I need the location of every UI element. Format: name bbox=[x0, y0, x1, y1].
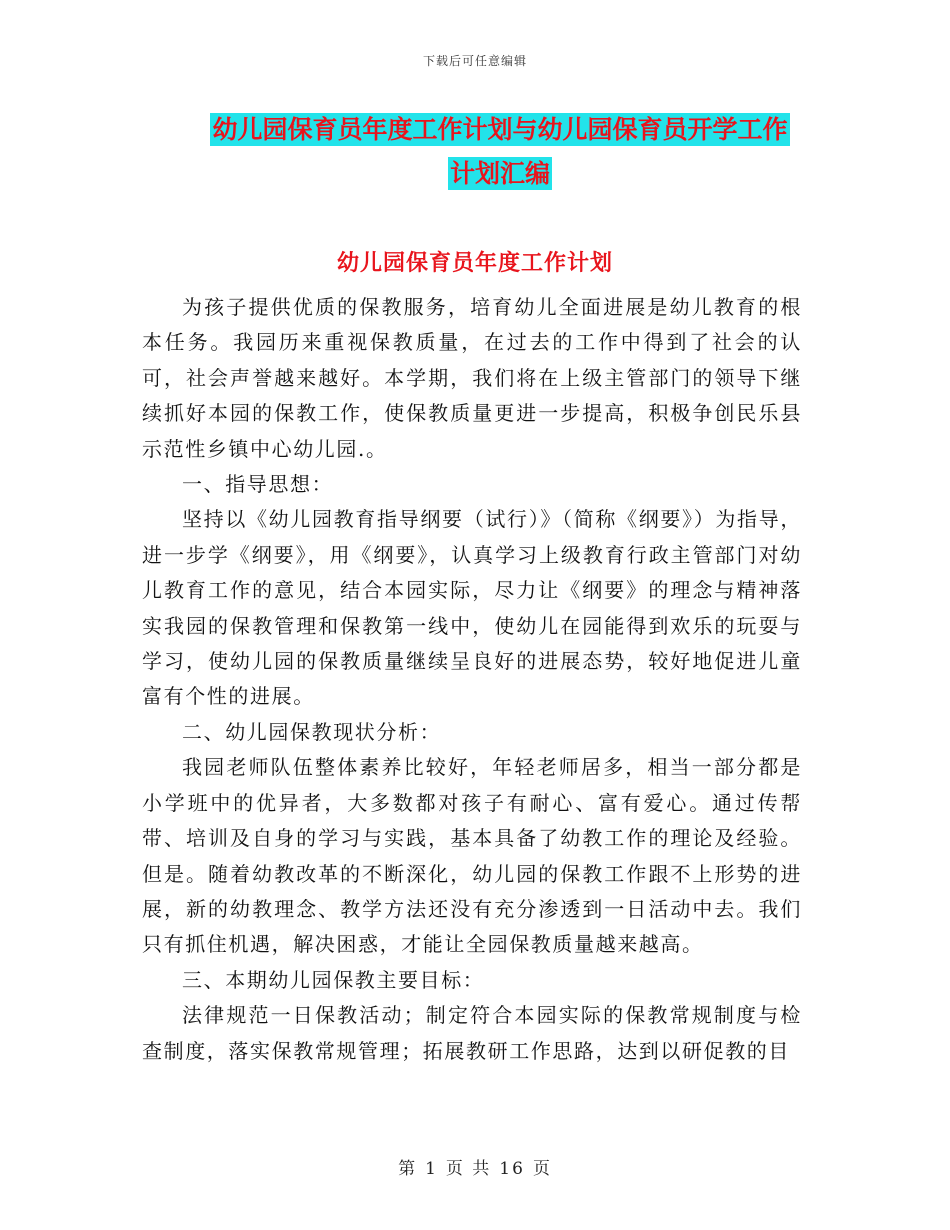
main-goals-paragraph: 法律规范一日保教活动；制定符合本园实际的保教常规制度与检查制度，落实保教常规管理；拓展教研工作思路，达到以研促教的目 bbox=[142, 1003, 802, 1063]
heading-guiding-ideology: 一、指导思想： bbox=[182, 472, 334, 497]
status-analysis-paragraph: 我园老师队伍整体素养比较好，年轻老师居多，相当一部分都是小学班中的优异者，大多数都对孩子有耐心、富有爱心。通过传帮带、培训及自身的学习与实践，基本具备了幼教工作的理论及经验。但是。随着幼教改革的不断深化，幼儿园的保教工作跟不上形势的进展，新的幼教理念、教学方法还没有充分渗透到一日活动中去。我们只有抓住机遇，解决困惑，才能让全园保教质量越来越高。 bbox=[142, 755, 802, 957]
document-title-line-1: 幼儿园保育员年度工作计划与幼儿园保育员开学工作 bbox=[212, 115, 788, 144]
footer-middle: 页 共 bbox=[445, 1159, 492, 1179]
footer-suffix: 页 bbox=[532, 1159, 552, 1179]
section-title: 幼儿园保育员年度工作计划 bbox=[336, 251, 613, 276]
document-body bbox=[142, 290, 802, 1069]
document-title-line-2: 计划汇编 bbox=[449, 159, 550, 188]
heading-main-goals: 三、本期幼儿园保教主要目标： bbox=[182, 967, 485, 992]
page-footer bbox=[0, 1154, 950, 1179]
guiding-ideology-paragraph: 坚持以《幼儿园教育指导纲要（试行）》（简称《纲要》）为指导，进一步学《纲要》，用《纲要》，认真学习上级教育行政主管部门对幼儿教育工作的意见，结合本园实际，尽力让《纲要》的理念与精神落实我园的保教管理和保教第一线中，使幼儿在园能得到欢乐的玩耍与学习，使幼儿园的保教质量继续呈良好的进展态势，较好地促进儿童富有个性的进展。 bbox=[142, 507, 802, 709]
header-note: 下载后可任意编辑 bbox=[422, 54, 527, 68]
intro-paragraph: 为孩子提供优质的保教服务，培育幼儿全面进展是幼儿教育的根本任务。我园历来重视保教质量，在过去的工作中得到了社会的认可，社会声誉越来越好。本学期，我们将在上级主管部门的领导下继续抓好本园的保教工作，使保教质量更进一步提高，积极争创民乐县示范性乡镇中心幼儿园.。 bbox=[142, 295, 802, 461]
footer-prefix: 第 bbox=[398, 1159, 418, 1179]
document-title bbox=[150, 108, 850, 196]
heading-status-analysis: 二、幼儿园保教现状分析： bbox=[182, 719, 442, 744]
footer-total-pages: 16 bbox=[499, 1159, 525, 1179]
footer-page-number: 1 bbox=[425, 1159, 438, 1179]
